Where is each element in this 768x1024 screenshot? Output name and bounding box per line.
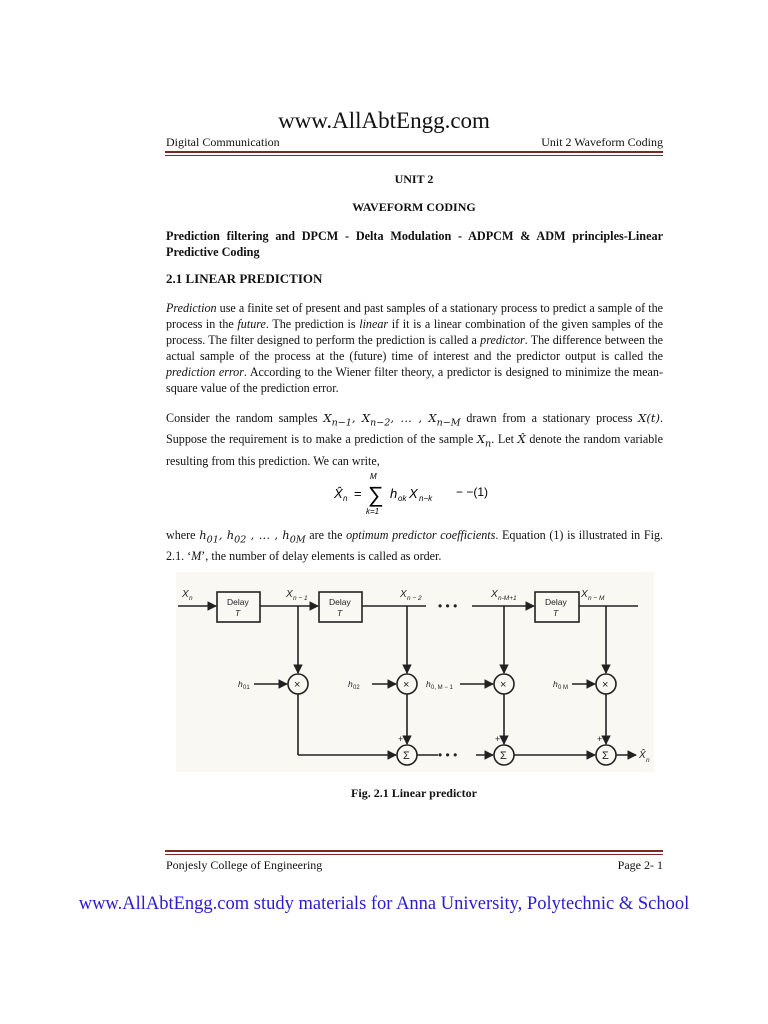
svg-text:k=1: k=1: [366, 507, 380, 516]
svg-text:T: T: [553, 608, 559, 618]
svg-text:T: T: [235, 608, 241, 618]
svg-text:n: n: [646, 757, 650, 764]
svg-text:n − 2: n − 2: [407, 595, 422, 602]
svg-text:+: +: [398, 734, 404, 744]
promo-link[interactable]: www.AllAbtEngg.com study materials for Anna University, Polytechnic & School: [78, 894, 690, 914]
paragraph-coefficients: where $h_{01}$, $h_{02}$ , … , $h_{0M}$ are the optimum predictor coefficients. Equation (1) is illustrated in Fig. 2.1. ‘M’, the number of delay elements is called as order.: [166, 528, 664, 564]
linear-predictor-diagram: [176, 572, 654, 772]
svg-text:X: X: [182, 589, 189, 600]
svg-text:X: X: [491, 589, 498, 600]
svg-text:×: ×: [294, 679, 301, 691]
figure-caption: Fig. 2.1 Linear predictor: [351, 786, 477, 800]
svg-text:×: ×: [403, 679, 410, 691]
svg-text:h: h: [348, 679, 353, 689]
header-course: Digital Communication: [166, 135, 280, 149]
svg-text:n: n: [343, 494, 348, 503]
header-rule-thin: [165, 155, 663, 156]
svg-text:+: +: [495, 734, 501, 744]
site-title: www.AllAbtEngg.com: [278, 108, 490, 133]
svg-text:• • •: • • •: [438, 748, 458, 762]
svg-text:n − M: n − M: [588, 595, 605, 602]
svg-text:Delay: Delay: [227, 597, 249, 607]
svg-text:n − 1: n − 1: [293, 595, 308, 602]
svg-text:×: ×: [500, 679, 507, 691]
svg-text:n−k: n−k: [419, 494, 433, 503]
section-heading: 2.1 LINEAR PREDICTION: [166, 271, 323, 286]
svg-text:X: X: [581, 589, 588, 600]
svg-text:h: h: [426, 679, 431, 689]
footer-rule: [165, 850, 663, 852]
svg-text:0 M: 0 M: [558, 685, 569, 691]
svg-text:h: h: [238, 679, 243, 689]
svg-text:Delay: Delay: [329, 597, 351, 607]
topic-heading: WAVEFORM CODING: [352, 200, 476, 214]
footer-page-number: Page 2- 1: [617, 858, 663, 872]
svg-text:Delay: Delay: [545, 597, 567, 607]
svg-text:Σ: Σ: [602, 750, 609, 762]
svg-text:=: =: [354, 486, 362, 501]
svg-text:n-M+1: n-M+1: [498, 595, 517, 602]
svg-text:n: n: [189, 595, 193, 602]
prediction-equation: [330, 470, 570, 518]
svg-text:− −(1): − −(1): [456, 485, 489, 499]
svg-text:X̂: X̂: [639, 750, 646, 761]
paragraph-random-samples: Consider the random samples $X_{n-1}$, $X_{n-2}$, … , $X_{n-M}$ drawn from a stationary process X(t). Suppose the requirement is to make a prediction of the sample $X_n$. Let X̂ denote the random variable resulting from this prediction. We can write,: [166, 411, 663, 468]
header-rule: [165, 151, 663, 153]
footer-college: Ponjesly College of Engineering: [166, 858, 323, 872]
header-unit: Unit 2 Waveform Coding: [541, 135, 663, 149]
unit-heading: UNIT 2: [394, 172, 434, 186]
paragraph-prediction: Prediction use a finite set of present and past samples of a stationary process to predict a sample of the process in the future. The prediction is linear if it is a linear combination of the given samples of the process. The filter designed to perform the prediction is called a predictor. The difference between the actual sample of the process at the (future) time of interest and the predictor output is called the prediction error. According to the Wiener filter theory, a predictor is designed to minimize the mean-square value of the prediction error.: [166, 301, 663, 395]
svg-text:Σ: Σ: [403, 750, 410, 762]
footer-rule-thin: [165, 854, 663, 855]
summation-sign: ∑: [368, 482, 384, 507]
svg-text:X: X: [400, 589, 407, 600]
svg-text:Σ: Σ: [500, 750, 507, 762]
svg-text:02: 02: [353, 685, 360, 691]
svg-text:h: h: [390, 486, 398, 501]
svg-text:h: h: [553, 679, 558, 689]
svg-text:×: ×: [602, 679, 609, 691]
svg-text:ok: ok: [398, 494, 407, 503]
svg-text:0, M − 1: 0, M − 1: [431, 685, 453, 691]
svg-text:T: T: [337, 608, 343, 618]
syllabus-subtitle: Prediction filtering and DPCM - Delta Modulation - ADPCM & ADM principles-Linear Predictive Coding: [166, 229, 663, 259]
svg-text:X̂: X̂: [334, 486, 343, 501]
svg-text:X: X: [286, 589, 293, 600]
svg-text:01: 01: [243, 685, 250, 691]
svg-text:M: M: [370, 472, 377, 481]
svg-text:+: +: [597, 734, 603, 744]
svg-text:X: X: [409, 486, 418, 501]
svg-text:• • •: • • •: [438, 599, 458, 613]
